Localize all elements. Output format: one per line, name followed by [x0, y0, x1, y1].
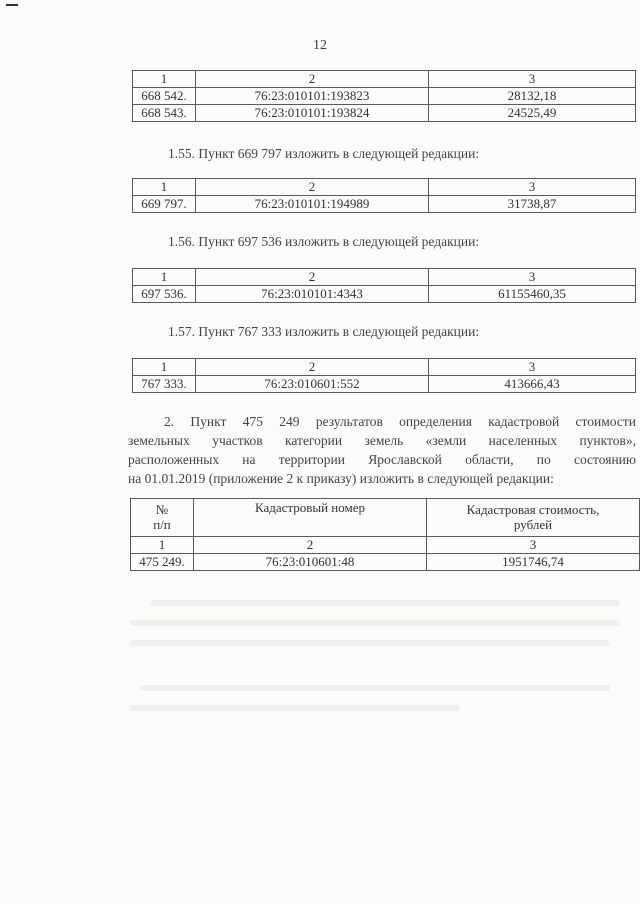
table-cell: 1 — [133, 179, 196, 196]
table-cell: 76:23:010101:4343 — [196, 286, 429, 303]
table-cell: 3 — [429, 179, 636, 196]
column-header-value: рублей — [513, 517, 553, 532]
table-header-row — [131, 499, 640, 537]
paragraph-line: расположенных на территории Ярославской области, по состоянию — [128, 452, 636, 467]
table-cell: 3 — [429, 359, 636, 376]
table-e — [130, 498, 640, 571]
table-number-row — [131, 537, 640, 554]
table-cell — [427, 499, 640, 537]
table-row — [133, 376, 636, 393]
paragraph-2 — [128, 412, 636, 488]
scan-mark — [6, 4, 18, 6]
table-a — [132, 70, 636, 122]
table-cell: 24525,49 — [429, 105, 636, 122]
paragraph-line: земельных участков категории земель «земли населенных пунктов», — [128, 433, 636, 448]
table-c — [132, 268, 636, 303]
table-header-row — [133, 359, 636, 376]
table-cell: 2 — [196, 359, 429, 376]
table-cell: 1951746,74 — [427, 554, 640, 571]
table-b — [132, 178, 636, 213]
table-cell: 1 — [133, 71, 196, 88]
table-cell: 2 — [196, 179, 429, 196]
table-cell: 76:23:010101:193824 — [196, 105, 429, 122]
table-cell: 697 536. — [133, 286, 196, 303]
table-cell: 3 — [427, 537, 640, 554]
table-cell: 1 — [133, 269, 196, 286]
table-cell: 76:23:010601:48 — [194, 554, 427, 571]
paragraph-1-56: 1.56. Пункт 697 536 изложить в следующей редакции: — [168, 234, 480, 249]
table-cell: 2 — [196, 71, 429, 88]
table-cell: 2 — [194, 537, 427, 554]
table-header-row — [133, 179, 636, 196]
paragraph-line: 2. Пункт 475 249 результатов определения кадастровой стоимости — [164, 414, 636, 429]
table-row — [133, 88, 636, 105]
table-d — [132, 358, 636, 393]
table-cell: 2 — [196, 269, 429, 286]
table-cell: 1 — [131, 537, 194, 554]
table-header-row — [133, 269, 636, 286]
table-cell: 413666,43 — [429, 376, 636, 393]
table-cell: 669 797. — [133, 196, 196, 213]
table-cell: 1 — [133, 359, 196, 376]
table-cell: 3 — [429, 269, 636, 286]
table-cell: 76:23:010101:194989 — [196, 196, 429, 213]
table-cell: 76:23:010101:193823 — [196, 88, 429, 105]
show-through-line — [150, 600, 620, 606]
column-header-cadastral-number: Кадастровый номер — [194, 499, 427, 537]
table-cell: 3 — [429, 71, 636, 88]
table-row — [133, 105, 636, 122]
table-cell — [131, 499, 194, 537]
table-cell: 767 333. — [133, 376, 196, 393]
table-cell: 475 249. — [131, 554, 194, 571]
column-header-value: Кадастровая стоимость, — [466, 502, 600, 517]
table-header-row — [133, 71, 636, 88]
show-through-line — [130, 705, 460, 711]
table-row — [133, 196, 636, 213]
paragraph-line: на 01.01.2019 (приложение 2 к приказу) изложить в следующей редакции: — [128, 471, 554, 486]
table-cell: 76:23:010601:552 — [196, 376, 429, 393]
table-cell: 61155460,35 — [429, 286, 636, 303]
column-header-number: п/п — [153, 517, 171, 532]
table-cell: 668 543. — [133, 105, 196, 122]
paragraph-1-55: 1.55. Пункт 669 797 изложить в следующей редакции: — [168, 146, 480, 161]
table-row — [131, 554, 640, 571]
table-cell: 668 542. — [133, 88, 196, 105]
table-row — [133, 286, 636, 303]
page-number: 12 — [313, 38, 327, 53]
show-through-line — [130, 640, 610, 646]
show-through-line — [130, 620, 620, 626]
table-cell: 31738,87 — [429, 196, 636, 213]
table-cell: 28132,18 — [429, 88, 636, 105]
show-through-line — [140, 685, 610, 691]
column-header-number: № — [155, 502, 169, 517]
paragraph-1-57: 1.57. Пункт 767 333 изложить в следующей редакции: — [168, 324, 480, 339]
